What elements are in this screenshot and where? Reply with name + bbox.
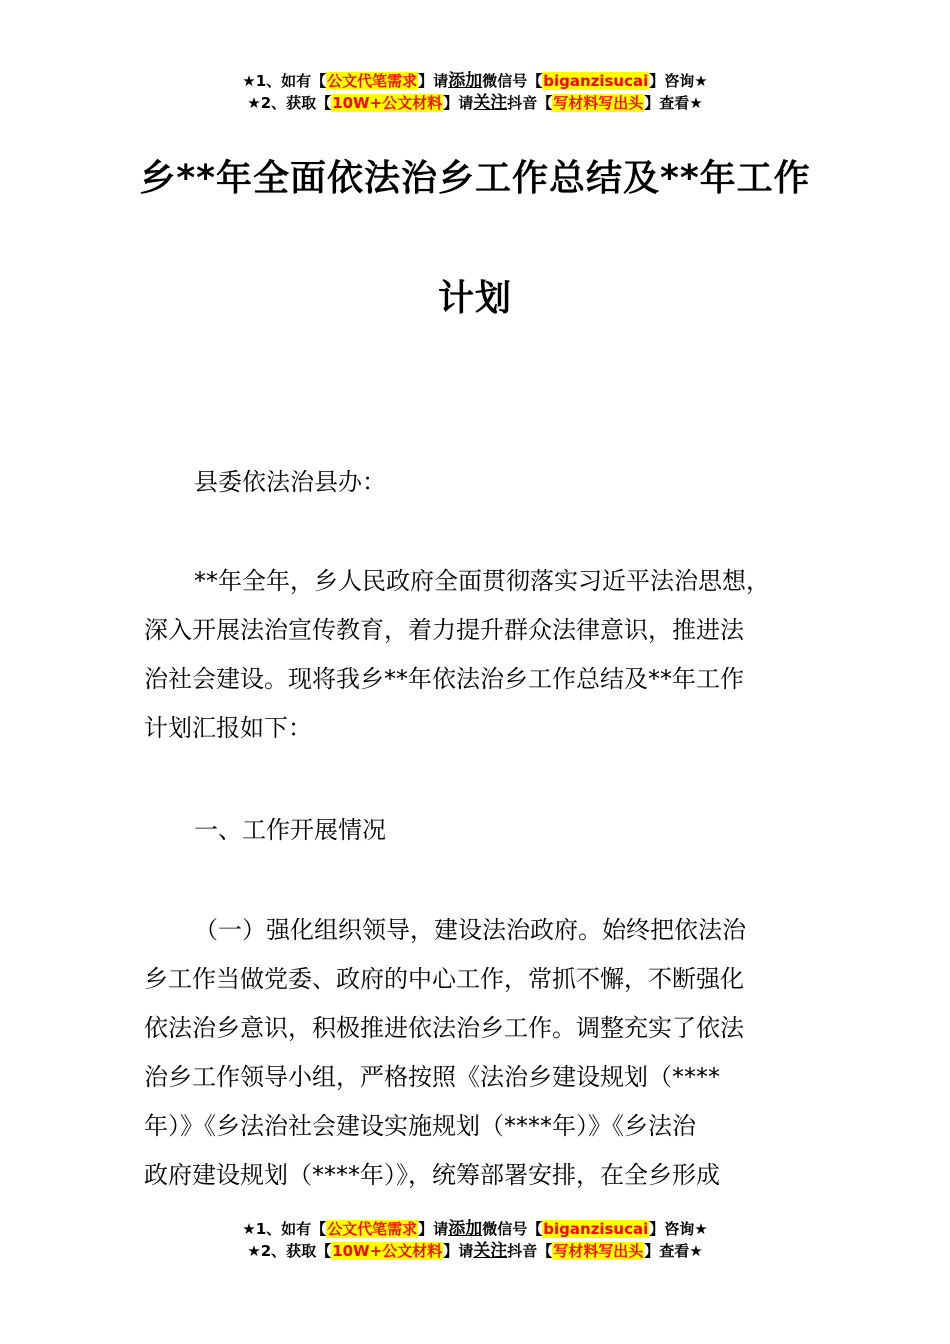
salutation: 县委依法治县办： bbox=[194, 468, 386, 496]
highlight-text: 写材料写出头 bbox=[553, 1242, 644, 1260]
promo-line-1: ★1、如有【公文代笔需求】请添加微信号【biganzisucai】咨询★ bbox=[242, 71, 708, 91]
highlight-text: 10W+公文材料 bbox=[332, 94, 443, 112]
highlight-text: 公文代笔需求 bbox=[327, 72, 418, 90]
highlight-text: biganzisucai bbox=[543, 1220, 649, 1238]
document-title-line-2: 计划 bbox=[437, 278, 512, 319]
highlight-text: biganzisucai bbox=[543, 72, 649, 90]
section-heading: 一、工作开展情况 bbox=[194, 816, 386, 844]
intro-paragraph: **年全年，乡人民政府全面贯彻落实习近平法治思想， 深入开展法治宣传教育，着力提升群众法律意识，推进法 治社会建设。现将我乡**年依法治乡工作总结及**年工作 计划汇报如下： bbox=[144, 567, 770, 742]
section1-paragraph: （一）强化组织领导，建设法治政府。始终把依法治 乡工作当做党委、政府的中心工作，常抓不懈，不断强化 依法治乡意识，积极推进依法治乡工作。调整充实了依法 治乡工作领导小组，严格按照《法治乡建设规划（**** 年）》《乡法治社会建设实施规划（****年）》《乡法治 政府建设规划（****年）》，统筹部署安排，在全乡形成 bbox=[144, 916, 746, 1189]
document-title-line-1: 乡**年全面依法治乡工作总结及**年工作 bbox=[139, 158, 811, 199]
promo-line-1: ★1、如有【公文代笔需求】请添加微信号【biganzisucai】咨询★ bbox=[242, 1219, 708, 1239]
promo-banner-top bbox=[0, 70, 950, 114]
promo-line-2: ★2、获取【10W+公文材料】请关注抖音【写材料写出头】查看★ bbox=[247, 93, 703, 113]
promo-banner-bottom bbox=[0, 1218, 950, 1262]
highlight-text: 10W+公文材料 bbox=[332, 1242, 443, 1260]
promo-line-2: ★2、获取【10W+公文材料】请关注抖音【写材料写出头】查看★ bbox=[247, 1241, 703, 1261]
highlight-text: 公文代笔需求 bbox=[327, 1220, 418, 1238]
highlight-text: 写材料写出头 bbox=[553, 94, 644, 112]
